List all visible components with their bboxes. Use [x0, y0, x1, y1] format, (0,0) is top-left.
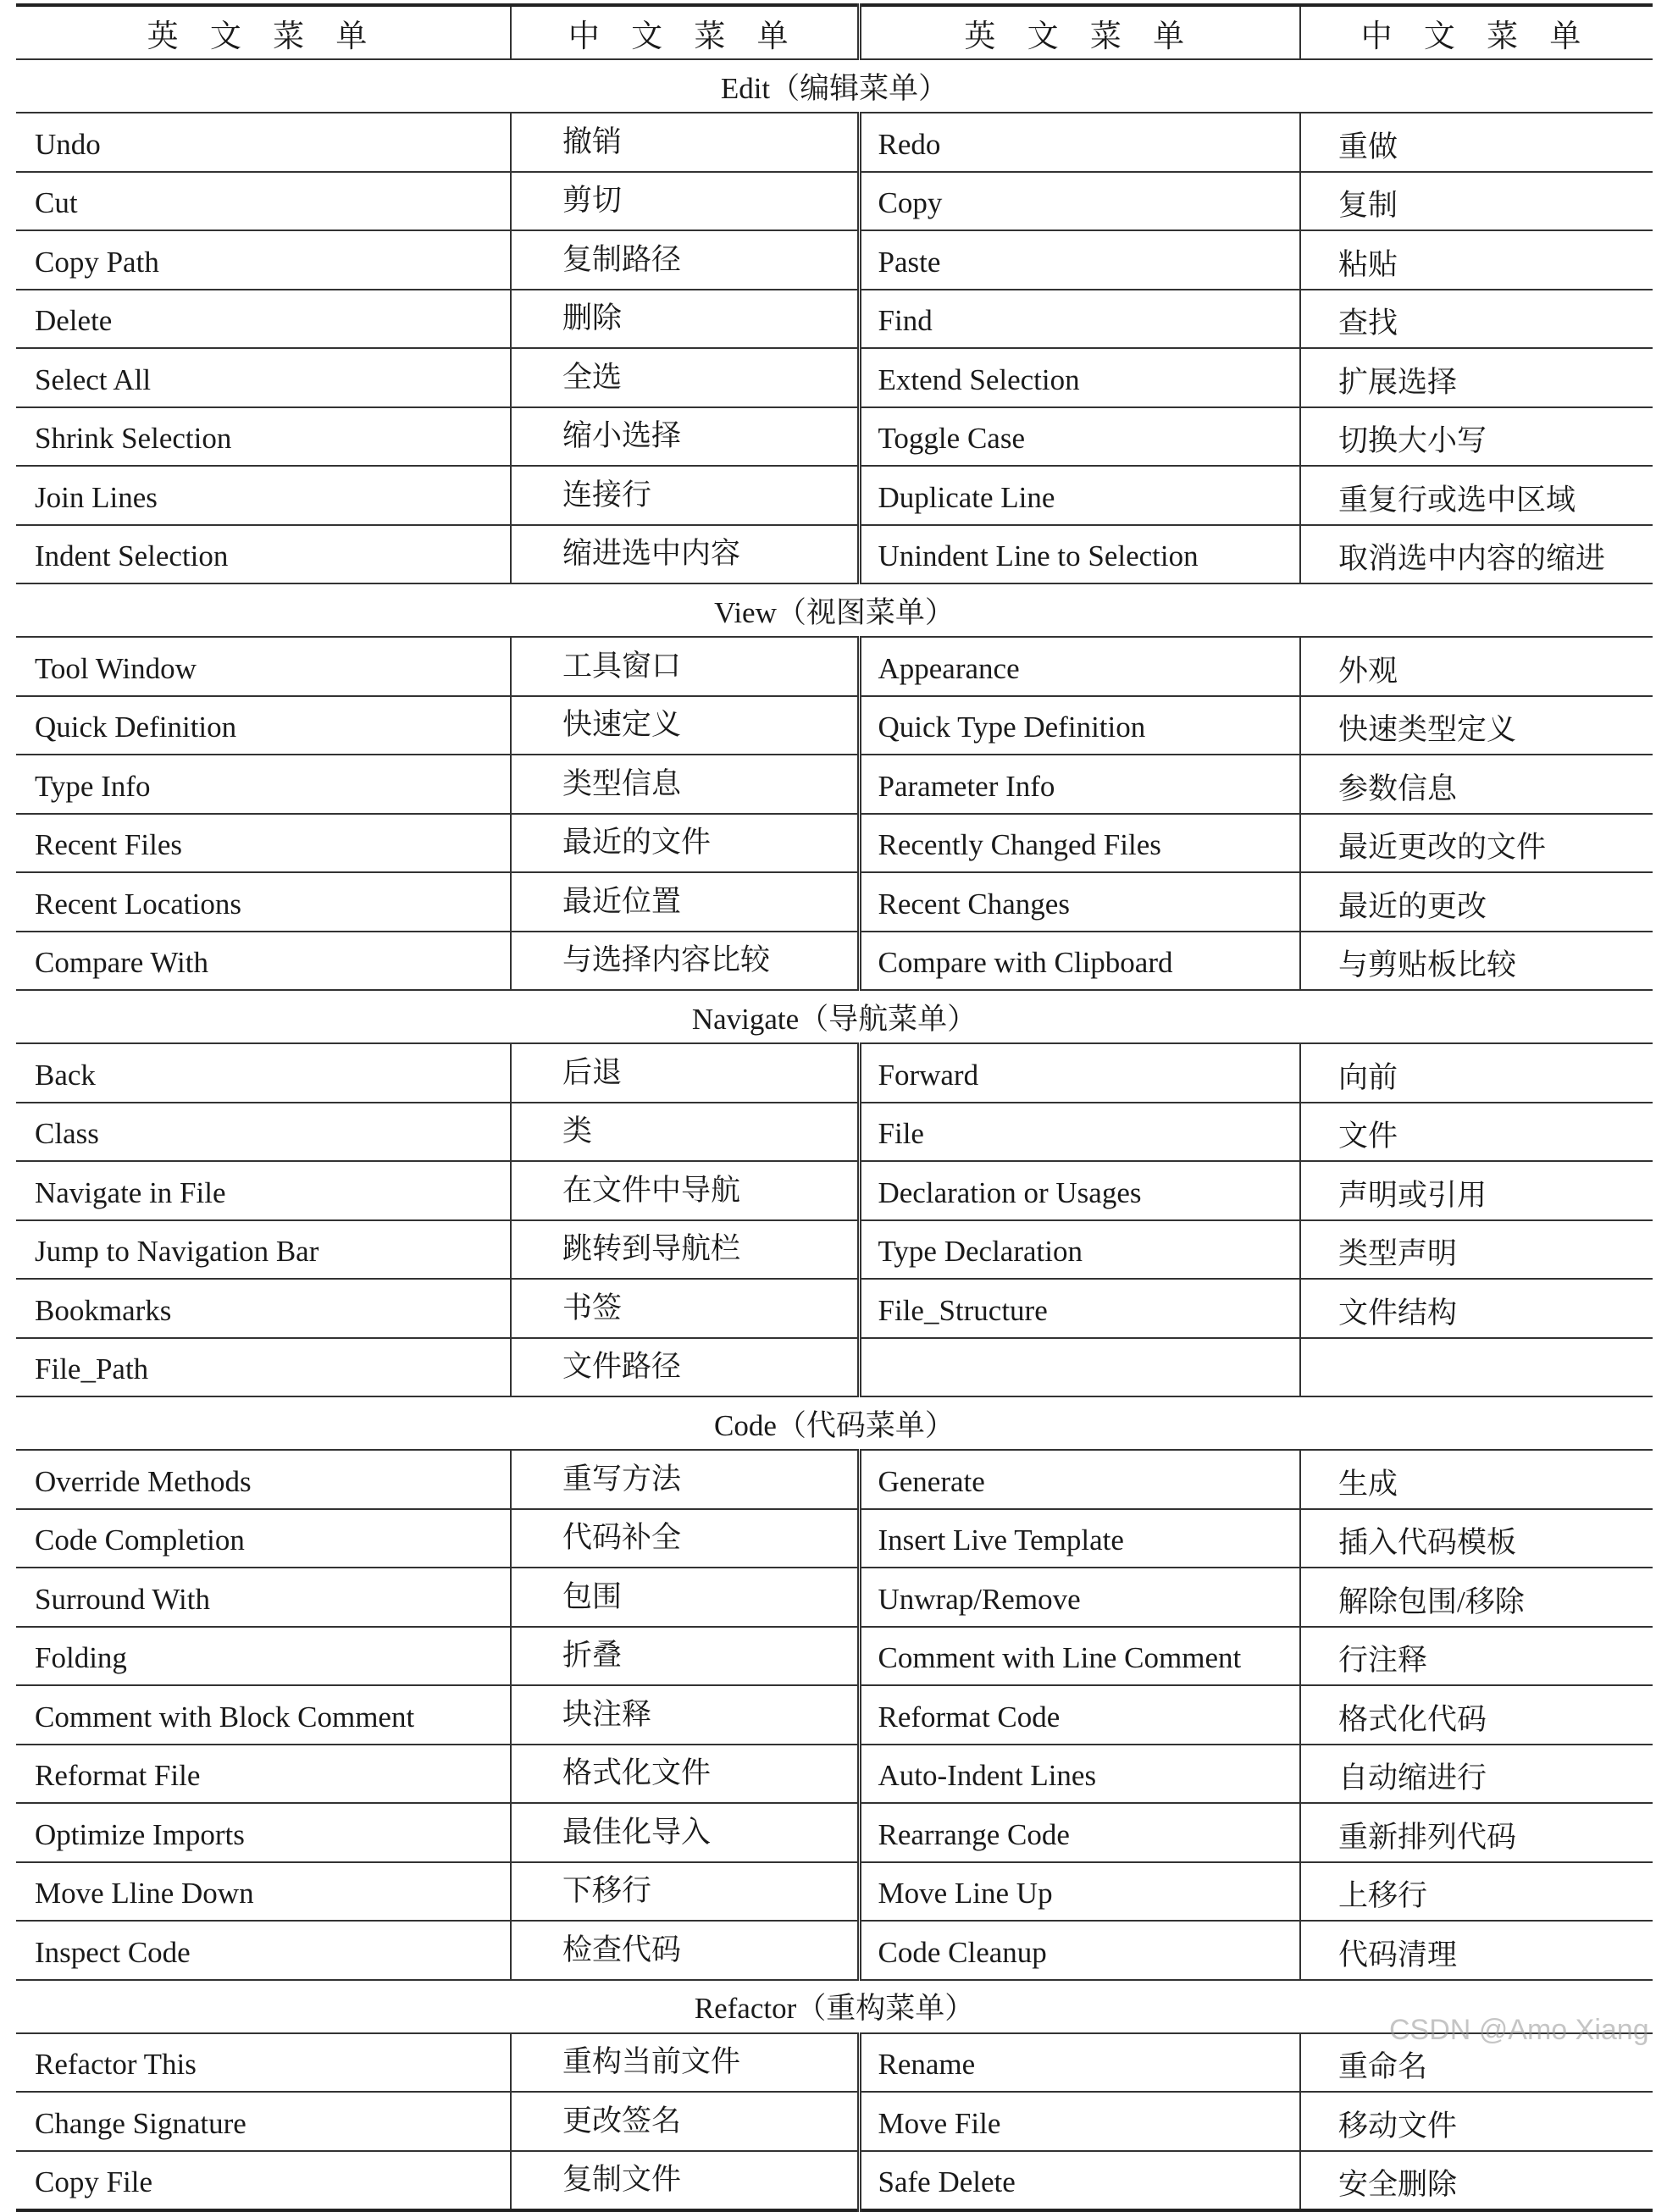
table-body [16, 59, 1653, 2210]
chinese-item-left: 最近的文件 [511, 814, 859, 873]
chinese-item-left: 代码补全 [511, 1509, 859, 1568]
section-title: Navigate（导航菜单） [16, 990, 1653, 1043]
english-item-right: Code Cleanup [859, 1921, 1300, 1980]
table-row [16, 637, 1653, 696]
section-header-row [16, 1396, 1653, 1450]
table-row [16, 1921, 1653, 1980]
table-row [16, 230, 1653, 290]
english-item-left: Folding [16, 1627, 511, 1686]
table-row [16, 172, 1653, 231]
english-item-right: Copy [859, 172, 1300, 231]
chinese-item-right: 代码清理 [1300, 1921, 1653, 1980]
english-item-left: Class [16, 1103, 511, 1162]
english-item-left: Select All [16, 348, 511, 407]
chinese-item-left: 全选 [511, 348, 859, 407]
english-item-right: Unindent Line to Selection [859, 525, 1300, 584]
table-row [16, 755, 1653, 814]
chinese-item-left: 书签 [511, 1279, 859, 1338]
chinese-item-right: 复制 [1300, 172, 1653, 231]
chinese-item-left: 缩进选中内容 [511, 525, 859, 584]
table-row [16, 1220, 1653, 1280]
english-item-right: Type Declaration [859, 1220, 1300, 1280]
english-item-left: Quick Definition [16, 696, 511, 755]
table-row [16, 814, 1653, 873]
chinese-item-right: 外观 [1300, 637, 1653, 696]
table-row [16, 872, 1653, 932]
english-item-right: Generate [859, 1450, 1300, 1509]
english-item-left: Cut [16, 172, 511, 231]
english-item-left: Surround With [16, 1568, 511, 1627]
chinese-item-left: 检查代码 [511, 1921, 859, 1980]
chinese-item-right: 重新排列代码 [1300, 1803, 1653, 1862]
table-row [16, 1279, 1653, 1338]
english-item-right [859, 1338, 1300, 1397]
table-row [16, 932, 1653, 991]
english-item-left: Change Signature [16, 2092, 511, 2151]
english-item-left: Undo [16, 113, 511, 172]
english-item-right: Parameter Info [859, 755, 1300, 814]
english-item-right: Redo [859, 113, 1300, 172]
chinese-item-right [1300, 1338, 1653, 1397]
english-item-left: Back [16, 1043, 511, 1103]
english-item-right: Unwrap/Remove [859, 1568, 1300, 1627]
table-row [16, 348, 1653, 407]
table-row [16, 1161, 1653, 1220]
english-item-right: Rearrange Code [859, 1803, 1300, 1862]
chinese-item-left: 工具窗口 [511, 637, 859, 696]
english-item-left: Refactor This [16, 2033, 511, 2093]
chinese-item-right: 快速类型定义 [1300, 696, 1653, 755]
header-chinese-menu-left: 中 文 菜 单 [511, 5, 859, 59]
table-row [16, 1627, 1653, 1686]
english-item-left: Bookmarks [16, 1279, 511, 1338]
chinese-item-right: 粘贴 [1300, 230, 1653, 290]
chinese-item-right: 行注释 [1300, 1627, 1653, 1686]
english-item-left: Recent Files [16, 814, 511, 873]
english-item-left: Copy Path [16, 230, 511, 290]
chinese-item-right: 类型声明 [1300, 1220, 1653, 1280]
table-row [16, 407, 1653, 467]
table-row [16, 1803, 1653, 1862]
chinese-item-left: 最近位置 [511, 872, 859, 932]
english-item-left: Comment with Block Comment [16, 1685, 511, 1745]
english-item-right: File [859, 1103, 1300, 1162]
header-english-menu-left: 英 文 菜 单 [16, 5, 511, 59]
section-title: Code（代码菜单） [16, 1396, 1653, 1450]
table-row [16, 2151, 1653, 2211]
english-item-left: File_Path [16, 1338, 511, 1397]
table-row [16, 466, 1653, 525]
chinese-item-left: 文件路径 [511, 1338, 859, 1397]
english-item-left: Reformat File [16, 1745, 511, 1804]
english-item-right: Rename [859, 2033, 1300, 2093]
chinese-item-right: 插入代码模板 [1300, 1509, 1653, 1568]
english-item-left: Join Lines [16, 466, 511, 525]
english-item-right: Recently Changed Files [859, 814, 1300, 873]
chinese-item-left: 删除 [511, 290, 859, 349]
chinese-item-left: 复制路径 [511, 230, 859, 290]
english-item-left: Compare With [16, 932, 511, 991]
chinese-item-left: 最佳化导入 [511, 1803, 859, 1862]
table-row [16, 1745, 1653, 1804]
chinese-item-right: 向前 [1300, 1043, 1653, 1103]
chinese-item-left: 复制文件 [511, 2151, 859, 2211]
english-item-right: Appearance [859, 637, 1300, 696]
english-item-right: Move File [859, 2092, 1300, 2151]
english-item-right: Comment with Line Comment [859, 1627, 1300, 1686]
english-item-left: Jump to Navigation Bar [16, 1220, 511, 1280]
english-item-right: Duplicate Line [859, 466, 1300, 525]
chinese-item-right: 声明或引用 [1300, 1161, 1653, 1220]
english-item-left: Code Completion [16, 1509, 511, 1568]
header-english-menu-right: 英 文 菜 单 [859, 5, 1300, 59]
english-item-right: Compare with Clipboard [859, 932, 1300, 991]
chinese-item-right: 移动文件 [1300, 2092, 1653, 2151]
english-item-left: Indent Selection [16, 525, 511, 584]
chinese-item-right: 安全删除 [1300, 2151, 1653, 2211]
chinese-item-left: 类 [511, 1103, 859, 1162]
english-item-left: Optimize Imports [16, 1803, 511, 1862]
chinese-item-left: 连接行 [511, 466, 859, 525]
english-item-right: Declaration or Usages [859, 1161, 1300, 1220]
table-row [16, 1338, 1653, 1397]
english-item-right: Auto-Indent Lines [859, 1745, 1300, 1804]
chinese-item-right: 生成 [1300, 1450, 1653, 1509]
table-row [16, 1043, 1653, 1103]
chinese-item-left: 与选择内容比较 [511, 932, 859, 991]
english-item-left: Copy File [16, 2151, 511, 2211]
table-row [16, 1509, 1653, 1568]
chinese-item-right: 最近的更改 [1300, 872, 1653, 932]
menu-translation-table [16, 3, 1653, 2212]
section-title: Refactor（重构菜单） [16, 1980, 1653, 2033]
header-row [16, 5, 1653, 59]
english-item-right: Extend Selection [859, 348, 1300, 407]
english-item-left: Move Lline Down [16, 1862, 511, 1922]
english-item-right: File_Structure [859, 1279, 1300, 1338]
chinese-item-right: 扩展选择 [1300, 348, 1653, 407]
english-item-left: Inspect Code [16, 1921, 511, 1980]
chinese-item-left: 更改签名 [511, 2092, 859, 2151]
english-item-left: Tool Window [16, 637, 511, 696]
chinese-item-right: 最近更改的文件 [1300, 814, 1653, 873]
table-row [16, 1103, 1653, 1162]
chinese-item-left: 下移行 [511, 1862, 859, 1922]
chinese-item-right: 上移行 [1300, 1862, 1653, 1922]
chinese-item-left: 快速定义 [511, 696, 859, 755]
table-row [16, 113, 1653, 172]
chinese-item-right: 格式化代码 [1300, 1685, 1653, 1745]
chinese-item-right: 解除包围/移除 [1300, 1568, 1653, 1627]
english-item-left: Type Info [16, 755, 511, 814]
chinese-item-right: 文件结构 [1300, 1279, 1653, 1338]
chinese-item-left: 缩小选择 [511, 407, 859, 467]
english-item-right: Recent Changes [859, 872, 1300, 932]
section-title: View（视图菜单） [16, 583, 1653, 637]
chinese-item-left: 撤销 [511, 113, 859, 172]
table-row [16, 1568, 1653, 1627]
table-row [16, 525, 1653, 584]
watermark: CSDN @Amo Xiang [1389, 2014, 1649, 2046]
chinese-item-left: 剪切 [511, 172, 859, 231]
english-item-right: Toggle Case [859, 407, 1300, 467]
chinese-item-left: 类型信息 [511, 755, 859, 814]
chinese-item-right: 参数信息 [1300, 755, 1653, 814]
english-item-left: Override Methods [16, 1450, 511, 1509]
english-item-right: Move Line Up [859, 1862, 1300, 1922]
english-item-right: Quick Type Definition [859, 696, 1300, 755]
table-row [16, 696, 1653, 755]
section-title: Edit（编辑菜单） [16, 59, 1653, 113]
english-item-right: Insert Live Template [859, 1509, 1300, 1568]
chinese-item-right: 重命名 [1300, 2033, 1653, 2093]
english-item-right: Safe Delete [859, 2151, 1300, 2211]
chinese-item-left: 折叠 [511, 1627, 859, 1686]
chinese-item-right: 重复行或选中区域 [1300, 466, 1653, 525]
english-item-right: Reformat Code [859, 1685, 1300, 1745]
chinese-item-left: 后退 [511, 1043, 859, 1103]
chinese-item-right: 重做 [1300, 113, 1653, 172]
chinese-item-left: 重构当前文件 [511, 2033, 859, 2093]
chinese-item-right: 文件 [1300, 1103, 1653, 1162]
english-item-left: Navigate in File [16, 1161, 511, 1220]
section-header-row [16, 583, 1653, 637]
english-item-left: Delete [16, 290, 511, 349]
table-row [16, 2092, 1653, 2151]
chinese-item-left: 跳转到导航栏 [511, 1220, 859, 1280]
chinese-item-right: 查找 [1300, 290, 1653, 349]
section-header-row [16, 59, 1653, 113]
chinese-item-left: 块注释 [511, 1685, 859, 1745]
chinese-item-left: 包围 [511, 1568, 859, 1627]
section-header-row [16, 990, 1653, 1043]
table-row [16, 1450, 1653, 1509]
chinese-item-left: 重写方法 [511, 1450, 859, 1509]
chinese-item-right: 自动缩进行 [1300, 1745, 1653, 1804]
chinese-item-right: 切换大小写 [1300, 407, 1653, 467]
table-row [16, 1685, 1653, 1745]
chinese-item-left: 格式化文件 [511, 1745, 859, 1804]
english-item-right: Forward [859, 1043, 1300, 1103]
english-item-right: Paste [859, 230, 1300, 290]
header-chinese-menu-right: 中 文 菜 单 [1300, 5, 1653, 59]
table-row [16, 290, 1653, 349]
english-item-left: Shrink Selection [16, 407, 511, 467]
table-row [16, 1862, 1653, 1922]
english-item-right: Find [859, 290, 1300, 349]
chinese-item-right: 与剪贴板比较 [1300, 932, 1653, 991]
english-item-left: Recent Locations [16, 872, 511, 932]
chinese-item-right: 取消选中内容的缩进 [1300, 525, 1653, 584]
chinese-item-left: 在文件中导航 [511, 1161, 859, 1220]
